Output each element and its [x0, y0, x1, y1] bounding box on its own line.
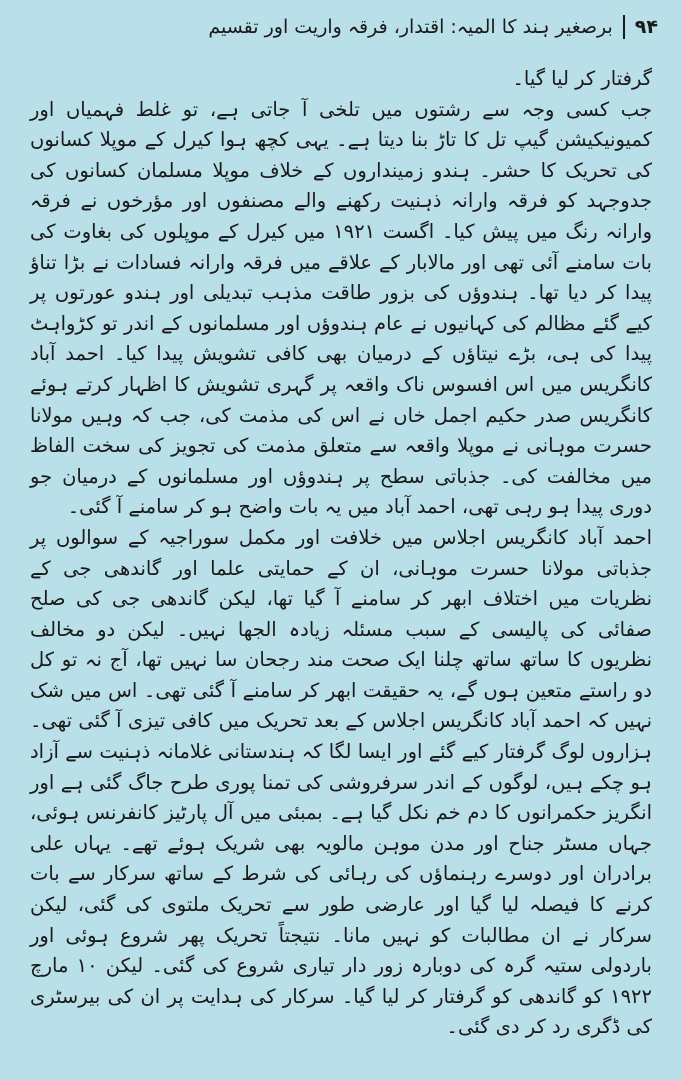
paragraph: احمد آباد کانگریس اجلاس میں خلافت اور مکمل سوراجیہ کے سوالوں پر جذباتی مولانا حسرت موہانی، ان کے حمایتی علما اور گاندھی جی کے نظریات میں اختلاف ابھر کر سامنے آ گیا تھا، لیکن گاندھی جی کی صلح صفائی کی پالیسی کے سبب مسئلہ زیادہ الجھا نہیں۔ لیکن دو مخالف نظریوں کا ساتھ ساتھ چلنا ایک صحت مند رجحان سا نہیں تھا، آج نہ تو کل دو راستے متعین ہوں گے، یہ حقیقت ابھر کر سامنے آ گئی تھی۔ اس میں شک نہیں کہ احمد آباد کانگریس اجلاس کے بعد تحریک میں کافی تیزی آ گئی تھی۔ ہزاروں لوگ گرفتار کیے گئے اور ایسا لگا کہ ہندستانی غلامانہ ذہنیت سے آزاد ہو چکے ہیں، لوگوں کے اندر سرفروشی کی تمنا پوری طرح جاگ گئی ہے اور انگریز حکمرانوں کا دم خم نکل گیا ہے۔ بمبئی میں آل پارٹیز کانفرنس ہوئی، جہاں مسٹر جناح اور مدن موہن مالویہ بھی شریک ہوئے تھے۔ یہاں علی برادران اور دوسرے رہنماؤں کی رہائی کی شرط کے ساتھ سرکار سے بات کرنے کا فیصلہ لیا گیا اور عارضی طور سے تحریک ملتوی کی گئی، لیکن سرکار نے ان مطالبات کو نہیں مانا۔ نتیجتاً تحریک پھر شروع ہوئی اور باردولی ستیہ گرہ کی دوبارہ زور دار تیاری شروع کی گئی۔ لیکن ۱۰ مارچ ۱۹۲۲ کو گاندھی کو گرفتار کر لیا گیا۔ سرکار کی ہدایت پر ان کی بیرسٹری کی ڈگری رد کر دی گئی۔ [30, 525, 652, 1039]
page-number: ۹۴ [634, 16, 658, 38]
page-header [24, 10, 658, 44]
header-divider [623, 15, 625, 39]
running-title: برصغیر ہند کا المیہ: اقتدار، فرقہ واریت اور تقسیم [208, 16, 613, 38]
body-text [30, 64, 652, 1043]
paragraph: گرفتار کر لیا گیا۔ [512, 67, 652, 90]
paragraph: جب کسی وجہ سے رشتوں میں تلخی آ جاتی ہے، تو غلط فہمیاں اور کمیونیکیشن گیپ تل کا تاڑ بنا دیتا ہے۔ یہی کچھ ہوا کیرل کے موپلا کسانوں کی تحریک کا حشر۔ ہندو زمینداروں کے خلاف موپلا مسلمان کسانوں کی جدوجہد کو فرقہ وارانہ ذہنیت رکھنے والے مصنفوں اور مؤرخوں نے فرقہ وارانہ رنگ میں پیش کیا۔ اگست ۱۹۲۱ میں کیرل کے موپلوں کی بغاوت کی بات سامنے آئی تھی اور مالابار کے علاقے میں فرقہ وارانہ فسادات نے بڑا تناؤ پیدا کر دیا تھا۔ ہندوؤں کی بزور طاقت مذہب تبدیلی اور ہندو عورتوں پر کیے گئے مظالم کی کہانیوں نے عام ہندوؤں اور مسلمانوں کے اندر تو کڑواہٹ پیدا کی ہی، بڑے نیتاؤں کے درمیان بھی کافی تشویش پیدا کیا۔ احمد آباد کانگریس میں اس افسوس ناک واقعہ پر گہری تشویش کا اظہار کرتے ہوئے کانگریس صدر حکیم اجمل خاں نے اس کی مذمت کی، جب کہ وہیں مولانا حسرت موہانی نے موپلا واقعہ سے متعلق مذمت کی تجویز کی سخت الفاظ میں مخالفت کی۔ جذباتی سطح پر ہندوؤں اور مسلمانوں کے درمیان جو دوری پیدا ہو رہی تھی، احمد آباد میں یہ بات واضح ہو کر سامنے آ گئی۔ [30, 97, 652, 519]
